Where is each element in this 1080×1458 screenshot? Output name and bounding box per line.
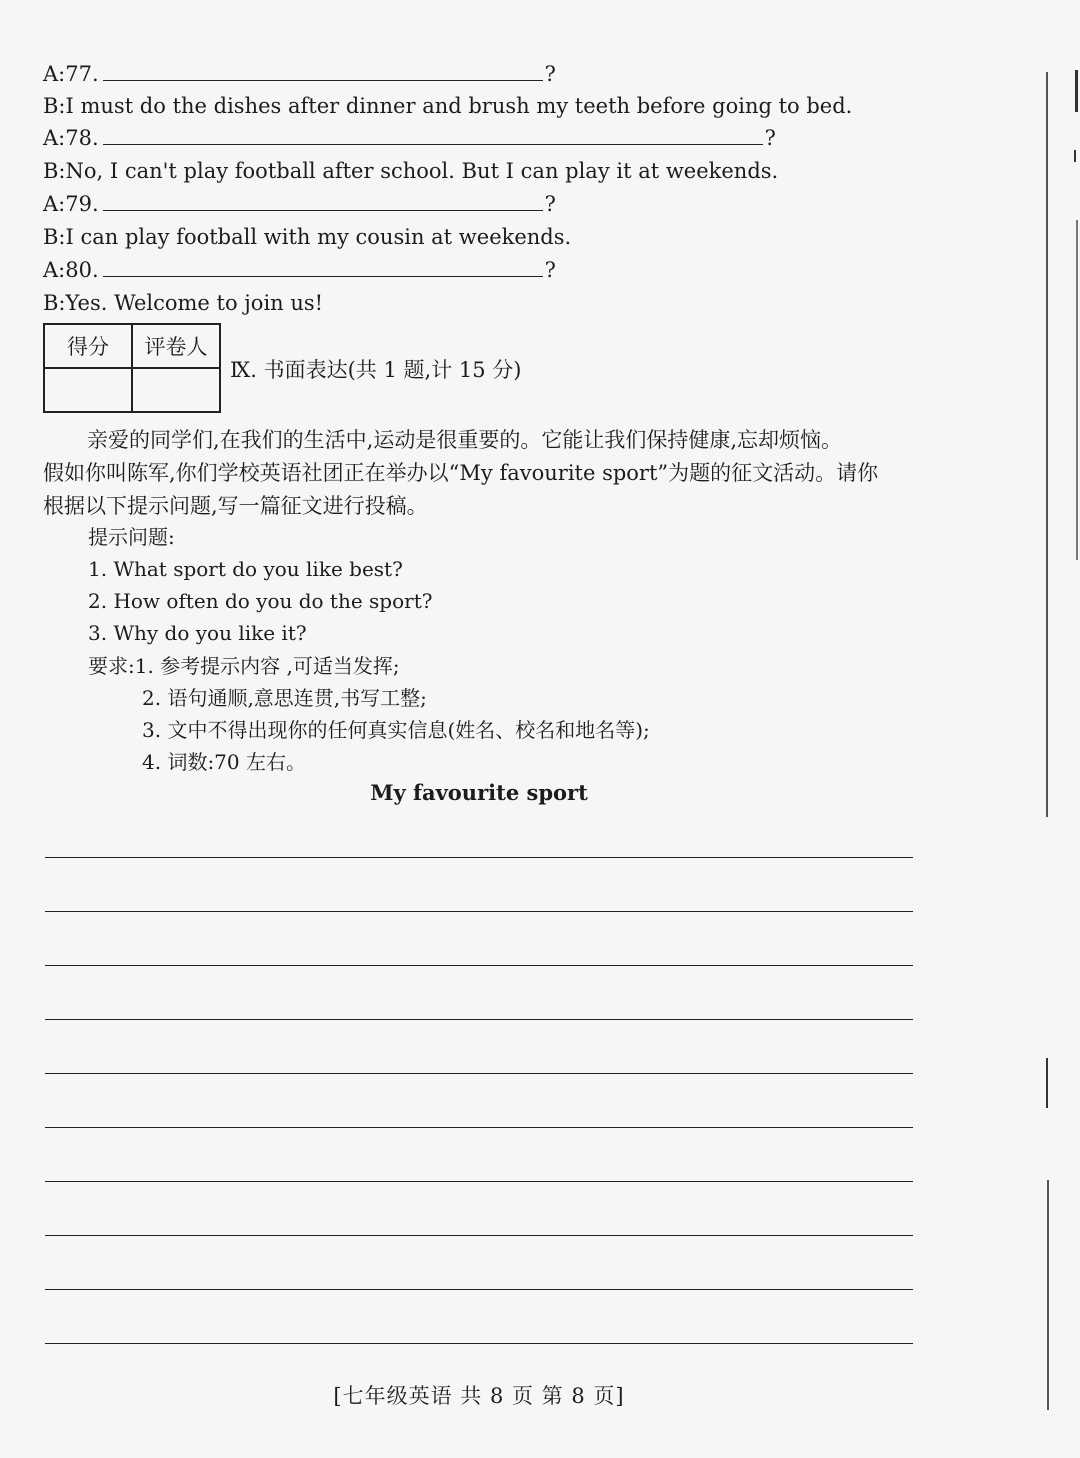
writing-line[interactable] xyxy=(45,1127,913,1128)
writing-line[interactable] xyxy=(45,1289,913,1290)
hint-question-3: 3. Why do you like it? xyxy=(88,621,307,645)
dialogue-text: A:79. xyxy=(43,192,99,216)
dialogue-line-b2 xyxy=(43,157,778,185)
binding-margin-line xyxy=(1076,220,1078,560)
writing-line[interactable] xyxy=(45,965,913,966)
dialogue-line-b4 xyxy=(43,289,323,317)
answer-blank[interactable] xyxy=(103,60,543,81)
writing-line[interactable] xyxy=(45,857,913,858)
writing-line[interactable] xyxy=(45,911,913,912)
binding-margin-line xyxy=(1047,1180,1049,1410)
dialogue-line-b3 xyxy=(43,223,571,251)
requirement-1: 要求:1. 参考提示内容 ,可适当发挥; xyxy=(88,654,400,678)
intro-line-1: 亲爱的同学们,在我们的生活中,运动是很重要的。它能让我们保持健康,忘却烦恼。 xyxy=(87,428,843,452)
dialogue-line-78 xyxy=(43,124,776,152)
writing-line[interactable] xyxy=(45,1019,913,1020)
essay-title: My favourite sport xyxy=(370,780,588,805)
hint-question-2: 2. How often do you do the sport? xyxy=(88,589,433,613)
answer-blank[interactable] xyxy=(103,256,543,277)
writing-line[interactable] xyxy=(45,1343,913,1344)
intro-line-3: 根据以下提示问题,写一篇征文进行投稿。 xyxy=(43,494,428,518)
dialogue-text: B:I must do the dishes after dinner and brush my teeth before going to bed. xyxy=(43,94,853,118)
writing-line[interactable] xyxy=(45,1073,913,1074)
writing-line[interactable] xyxy=(45,1181,913,1182)
answer-blank[interactable] xyxy=(103,124,763,145)
requirement-4: 4. 词数:70 左右。 xyxy=(142,750,306,774)
hint-label: 提示问题: xyxy=(88,525,175,549)
hint-question-1: 1. What sport do you like best? xyxy=(88,557,403,581)
section-title: Ⅸ. 书面表达(共 1 题,计 15 分) xyxy=(230,358,522,382)
dialogue-line-79 xyxy=(43,190,556,218)
question-mark: ? xyxy=(764,126,776,150)
intro-line-2: 假如你叫陈军,你们学校英语社团正在举办以“My favourite sport”为题的征文活动。请你 xyxy=(43,461,879,485)
score-label: 得分 xyxy=(44,324,132,368)
dialogue-text: A:77. xyxy=(43,62,99,86)
dialogue-line-b1 xyxy=(43,92,852,120)
grader-cell[interactable] xyxy=(132,368,220,412)
requirement-3: 3. 文中不得出现你的任何真实信息(姓名、校名和地名等); xyxy=(142,718,650,742)
question-mark: ? xyxy=(544,258,556,282)
score-table xyxy=(43,323,221,413)
dialogue-text: B:No, I can't play football after school. But I can play it at weekends. xyxy=(43,159,779,183)
dialogue-line-77 xyxy=(43,60,556,88)
dialogue-text: B:Yes. Welcome to join us! xyxy=(43,291,324,315)
requirement-2: 2. 语句通顺,意思连贯,书写工整; xyxy=(142,686,427,710)
dialogue-line-80 xyxy=(43,256,556,284)
page-footer: [七年级英语 共 8 页 第 8 页] xyxy=(333,1384,625,1408)
question-mark: ? xyxy=(544,62,556,86)
binding-mark xyxy=(1075,70,1078,112)
dialogue-text: A:80. xyxy=(43,258,99,282)
score-cell[interactable] xyxy=(44,368,132,412)
grader-label: 评卷人 xyxy=(132,324,220,368)
dialogue-text: B:I can play football with my cousin at weekends. xyxy=(43,225,572,249)
dialogue-text: A:78. xyxy=(43,126,99,150)
binding-mark xyxy=(1074,150,1076,162)
question-mark: ? xyxy=(544,192,556,216)
binding-mark xyxy=(1046,1058,1048,1108)
answer-blank[interactable] xyxy=(103,190,543,211)
writing-line[interactable] xyxy=(45,1235,913,1236)
binding-margin-line xyxy=(1046,72,1048,817)
